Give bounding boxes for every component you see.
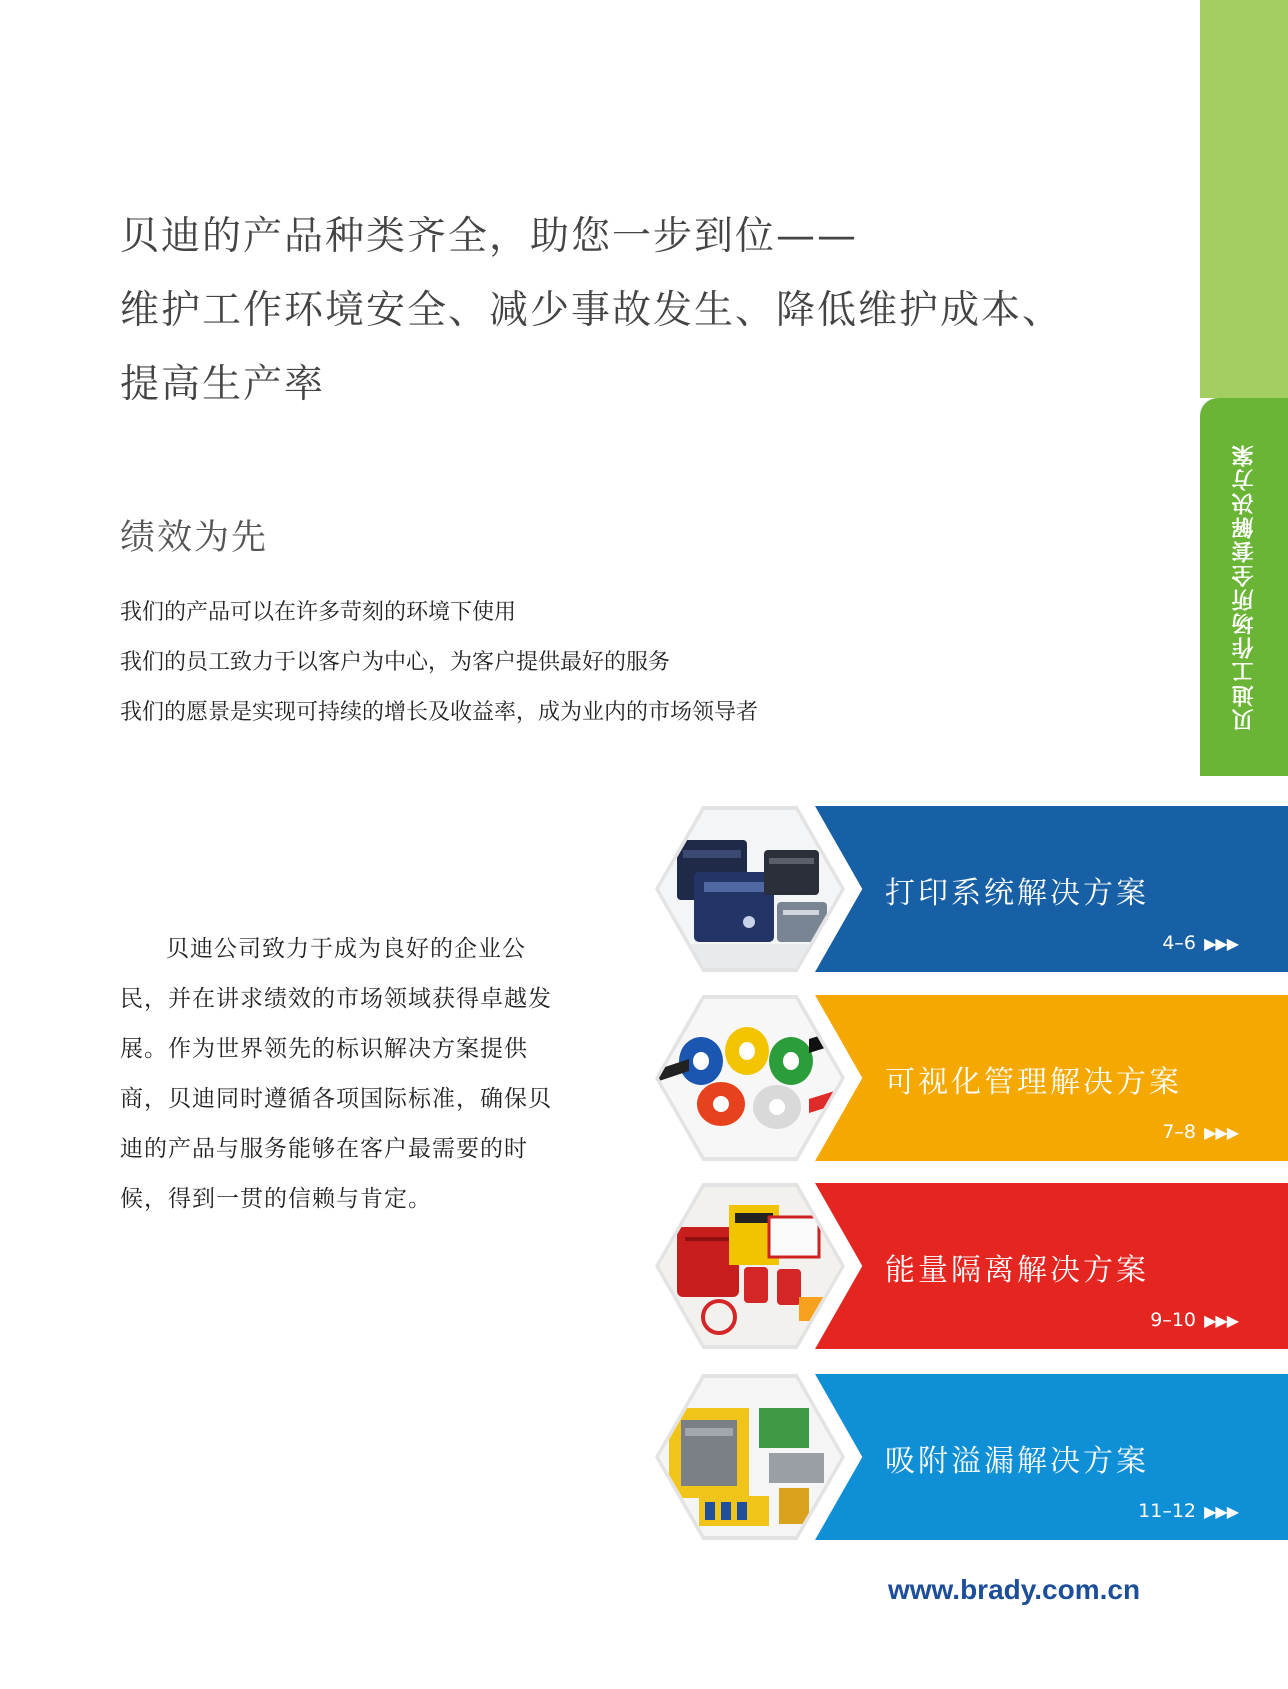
solution-hex-frame xyxy=(655,806,845,972)
tape-rolls-photo-icon xyxy=(659,999,841,1157)
headline-line-1: 贝迪的产品种类齐全，助您一步到位—— xyxy=(120,214,859,259)
solution-hex-frame xyxy=(655,1183,845,1349)
solution-title: 打印系统解决方案 xyxy=(885,876,1149,911)
solution-visual-management[interactable] xyxy=(655,995,1288,1161)
solution-title: 可视化管理解决方案 xyxy=(885,1065,1182,1100)
solution-pages: 9–10 xyxy=(1150,1309,1196,1331)
bullet-line: 我们的员工致力于以客户为中心，为客户提供最好的服务 xyxy=(120,650,671,675)
company-paragraph: 贝迪公司致力于成为良好的企业公民，并在讲求绩效的市场领域获得卓越发展。作为世界领先的标识解决方案提供商，贝迪同时遵循各项国际标准，确保贝迪的产品与服务能够在客户最需要的时候，得到一贯的信赖与肯定。 xyxy=(120,936,552,1212)
solution-hex-frame xyxy=(655,1374,845,1540)
section-bullets xyxy=(120,588,758,738)
solution-hex-frame xyxy=(655,995,845,1161)
arrows-right-icon: ▶▶▶ xyxy=(1204,1311,1238,1330)
solution-pages: 7–8 xyxy=(1162,1121,1196,1143)
arrows-right-icon: ▶▶▶ xyxy=(1204,934,1238,953)
arrows-right-icon: ▶▶▶ xyxy=(1204,1502,1238,1521)
printers-photo-icon xyxy=(659,810,841,968)
headline xyxy=(120,200,1063,422)
solution-title: 能量隔离解决方案 xyxy=(885,1253,1149,1288)
solution-spill-absorbent[interactable] xyxy=(655,1374,1288,1540)
arrows-right-icon: ▶▶▶ xyxy=(1204,1123,1238,1142)
headline-line-2: 维护工作环境安全、减少事故发生、降低维护成本、 xyxy=(120,288,1064,333)
headline-line-3: 提高生产率 xyxy=(120,362,326,407)
bullet-line: 我们的产品可以在许多苛刻的环境下使用 xyxy=(120,600,517,625)
lockout-kit-photo-icon xyxy=(659,1187,841,1345)
side-tab-label-wrap xyxy=(1200,398,1288,776)
bullet-line: 我们的愿景是实现可持续的增长及收益率，成为业内的市场领导者 xyxy=(120,700,759,725)
section-title: 绩效为先 xyxy=(120,518,269,558)
solution-printing[interactable] xyxy=(655,806,1288,972)
solution-energy-isolation[interactable] xyxy=(655,1183,1288,1349)
solution-title: 吸附溢漏解决方案 xyxy=(885,1444,1149,1479)
side-tab-top xyxy=(1200,0,1288,398)
side-tab-label: 贝迪工作场所全套解决方案 xyxy=(1231,443,1257,731)
spill-kit-photo-icon xyxy=(659,1378,841,1536)
solution-pages: 4–6 xyxy=(1162,932,1196,954)
solution-pages: 11–12 xyxy=(1138,1500,1196,1522)
website-link[interactable]: www.brady.com.cn xyxy=(888,1574,1141,1605)
